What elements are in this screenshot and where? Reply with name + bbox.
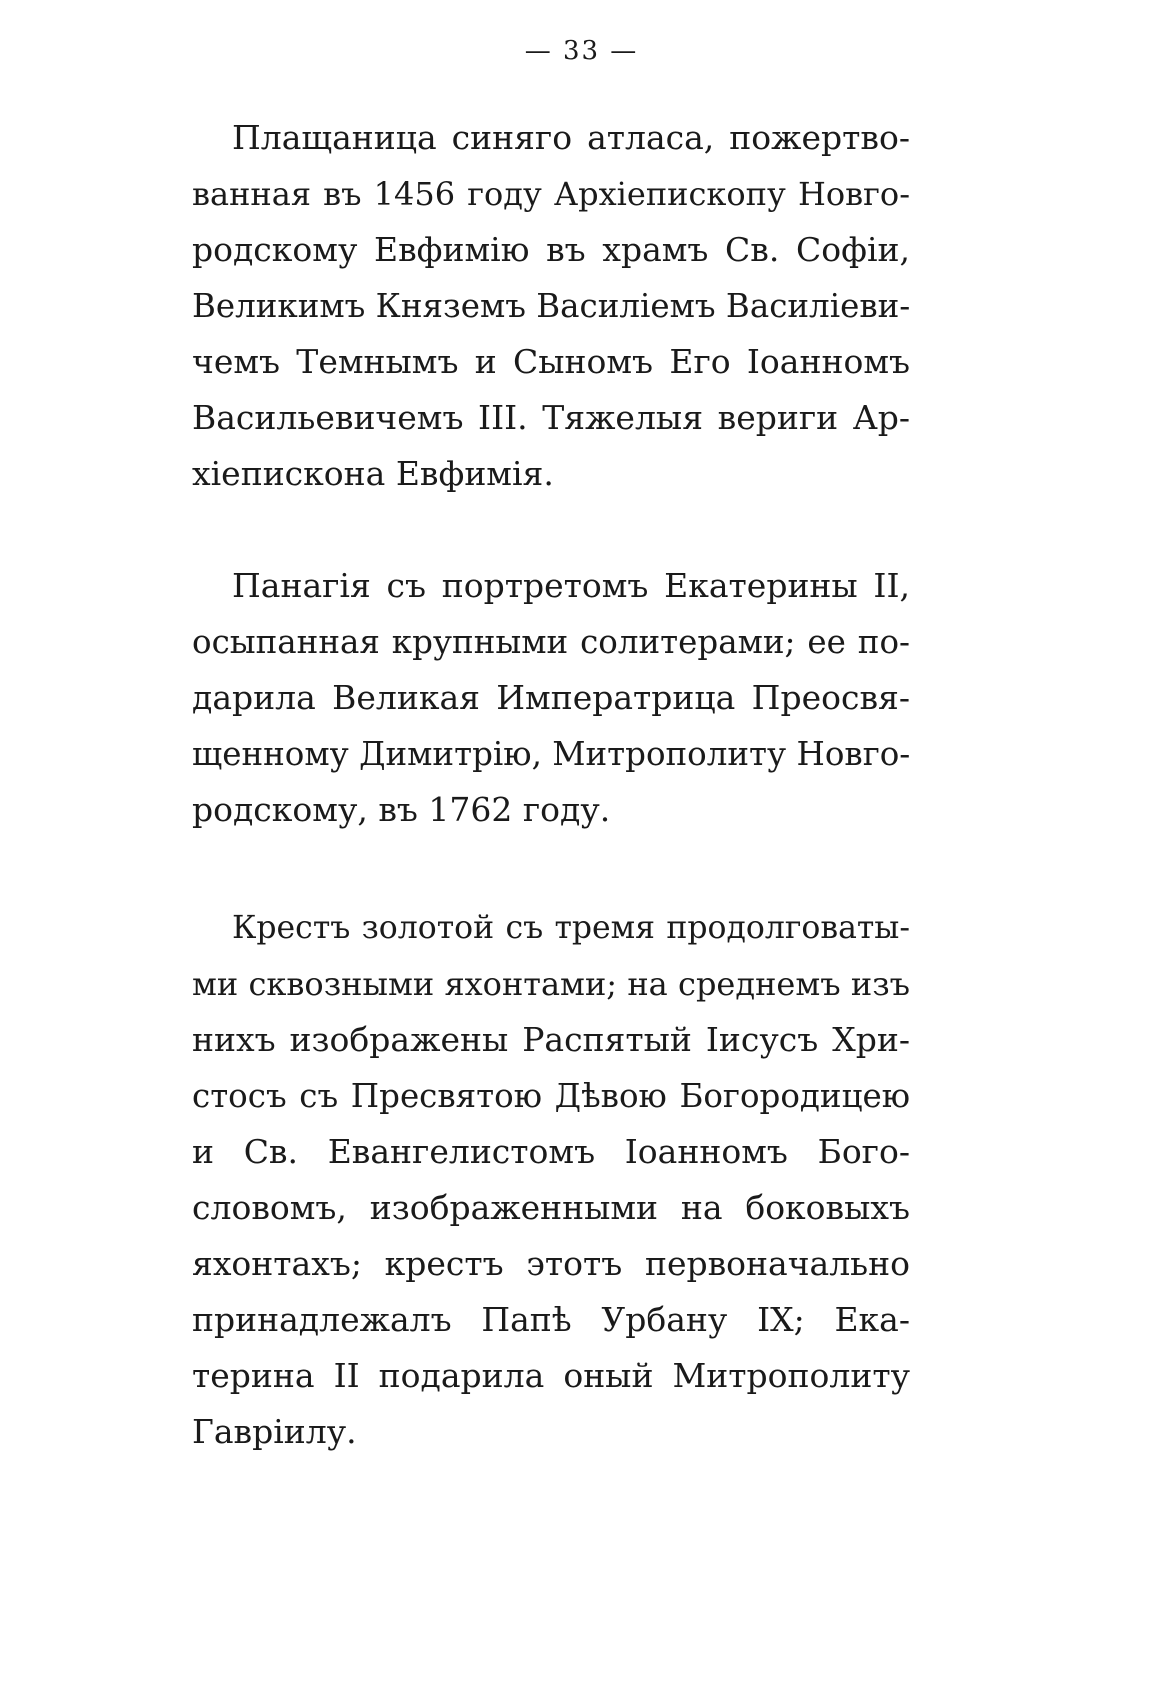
text-line: Крестъ золотой съ тремя продолговаты- bbox=[232, 910, 910, 946]
paragraph-shroud bbox=[192, 110, 910, 502]
text-line: ми сквозными яхонтами; на среднемъ изъ bbox=[192, 965, 910, 1003]
text-line: ванная въ 1456 году Архіепископу Новго- bbox=[192, 175, 910, 213]
page-number: — 33 — bbox=[524, 36, 639, 66]
text-line: Великимъ Княземъ Василіемъ Василіеви- bbox=[192, 287, 911, 325]
text-line: Панагія съ портретомъ Екатерины II, bbox=[232, 566, 910, 605]
text-line: родскому, въ 1762 году. bbox=[192, 790, 611, 829]
text-line: осыпанная крупными солитерами; ее по- bbox=[192, 623, 910, 661]
text-line: Плащаница синяго атласа, пожертво- bbox=[232, 118, 910, 157]
text-line: Гаврiилу. bbox=[192, 1412, 357, 1451]
text-line: хіепискона Евфимія. bbox=[192, 454, 554, 493]
paragraph-panagia bbox=[192, 558, 910, 838]
text-line: щенному Димитрію, Митрополиту Новго- bbox=[192, 735, 911, 773]
text-line: чемъ Темнымъ и Сыномъ Его Іоанномъ bbox=[192, 342, 910, 381]
text-line: словомъ, изображенными на боковыхъ bbox=[192, 1188, 910, 1227]
text-line: родскому Евфимію въ храмъ Св. Софіи, bbox=[192, 230, 910, 269]
text-line: терина II подарила оный Митрополиту bbox=[192, 1356, 910, 1395]
text-line: нихъ изображены Распятый Іисусъ Хри- bbox=[192, 1020, 910, 1059]
text-line: стосъ съ Пресвятою Дѣвою Богородицею bbox=[192, 1077, 910, 1115]
text-line: принадлежалъ Папѣ Урбану IX; Ека- bbox=[192, 1300, 910, 1339]
text-line: Васильевичемъ III. Тяжелыя вериги Ар- bbox=[192, 398, 910, 437]
text-line: яхонтахъ; крестъ этотъ первоначально bbox=[192, 1244, 910, 1283]
text-line: и Св. Евангелистомъ Іоанномъ Бого- bbox=[192, 1132, 910, 1171]
text-line: дарила Великая Императрица Преосвя- bbox=[192, 678, 910, 717]
paragraph-cross bbox=[192, 900, 910, 1460]
